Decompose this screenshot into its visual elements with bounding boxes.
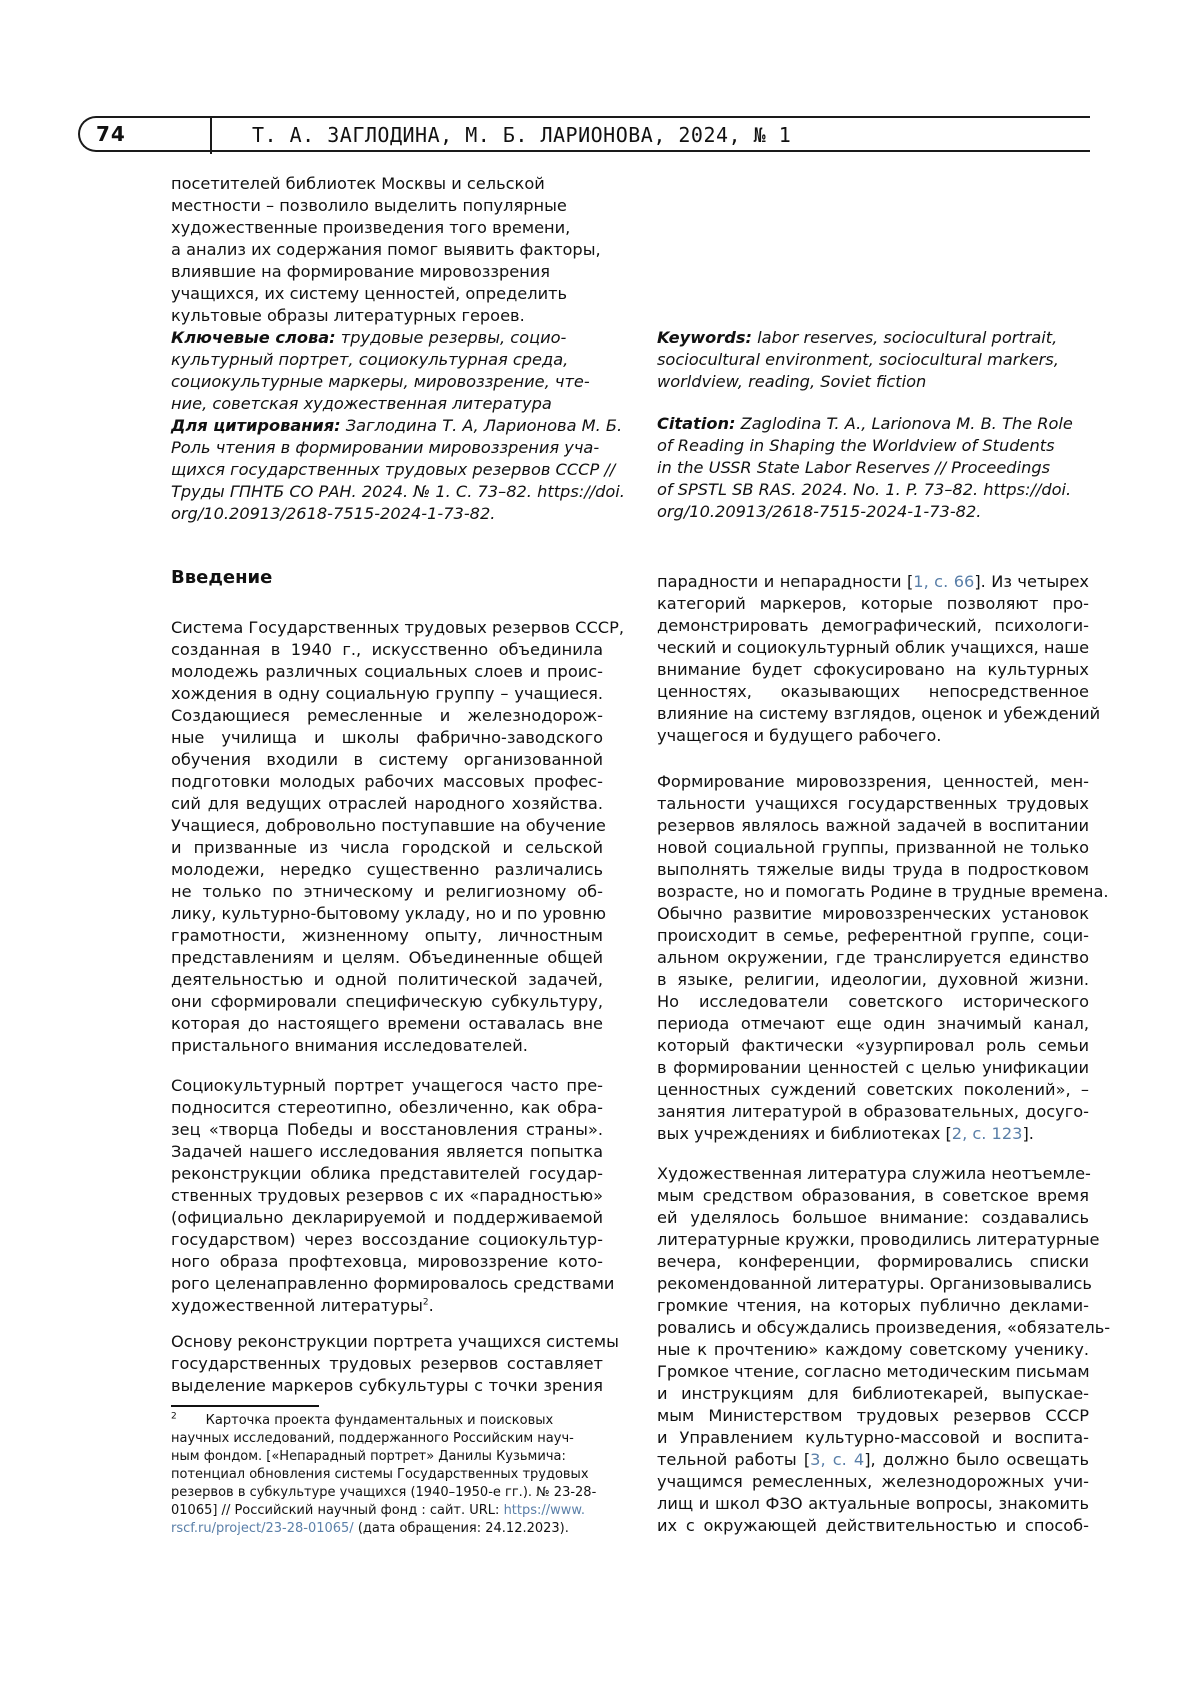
abstract-text: посетителей библиотек Москвы и сельской местности – позволило выделить популярные художественные произведения того времени, а анализ их содержания помог выявить факторы, влиявшие на формирование мировоззрения учащихся, их систему ценностей, определить культовые образы литературных героев.	[171, 174, 601, 325]
footnote-mark[interactable]: 2	[422, 1297, 429, 1308]
running-header	[78, 116, 1090, 152]
running-title: Т. А. ЗАГЛОДИНА, М. Б. ЛАРИОНОВА, 2024, № 1	[252, 123, 792, 147]
intro-paragraph-1: Система Государственных трудовых резервов СССР, созданная в 1940 г., искусственно объединила молодежь различных социальных слоев и проис- хождения в одну социальную группу – учащиеся. Создающиеся ремесленные и железнодорож- ные училища и школы фабрично-заводского обучения входили в систему организованной подготовки молодых рабочих массовых профес- сий для ведущих отраслей народного хозяйства. Учащиеся, добровольно поступавшие на обучение и призванные из числа городской и сельской молодежи, нередко существенно различались не только по этническому и религиозному об- лику, культурно-бытовому укладу, но и по уровню грамотности, жизненному опыту, личностным представлениям и целям. Объединенные общей деятельностью и одной политической задачей, они сформировали специфическую субкультуру, которая до настоящего времени оставалась вне пристального внимания исследователей.	[171, 618, 624, 1055]
footnote-rule	[171, 1405, 319, 1407]
intro-paragraph-3: Основу реконструкции портрета учащихся системы государственных трудовых резервов составляет выделение маркеров субкультуры с точки зрения	[171, 1332, 619, 1395]
citation-ru: Для цитирования: Заглодина Т. А, Ларионова М. Б. Роль чтения в формировании мировоззрения уча- щихся государственных трудовых резервов СССР // Труды ГПНТБ СО РАН. 2024. № 1. С. 73–82. https://doi. org/10.20913/2618-7515-2024-1-73-82.	[171, 416, 625, 523]
header-divider	[210, 116, 212, 154]
page-number: 74	[96, 122, 126, 146]
keywords-en-label: Keywords:	[657, 328, 752, 347]
keywords-ru-label: Ключевые слова:	[171, 328, 336, 347]
keywords-ru: Ключевые слова: трудовые резервы, социо- культурный портрет, социокультурная среда, социокультурные маркеры, мировоззрение, чте- ние, советская художественная литература	[171, 328, 590, 413]
reference-link-2[interactable]: 2, с. 123	[951, 1124, 1023, 1143]
reference-link-3[interactable]: 3, с. 4	[810, 1450, 865, 1469]
section-heading: Введение	[171, 567, 273, 588]
citation-en: Citation: Zaglodina T. A., Larionova M. B. The Role of Reading in Shaping the Worldview of Students in the USSR State Labor Reserves // Proceedings of SPSTL SB RAS. 2024. No. 1. P. 73–82. https://doi. org/10.20913/2618-7515-2024-1-73-82.	[657, 414, 1073, 521]
citation-ru-label: Для цитирования:	[171, 416, 341, 435]
footnote: $^2$ Карточка проекта фундаментальных и поисковых научных исследований, поддержанного Российским науч- ным фондом. [«Непарадный портрет» Данилы Кузьмича: потенциал обновления системы Государственных трудовых резервов в субкультуре учащихся (1940–1950-е гг.). № 23-28- 01065] // Российский научный фонд : сайт. URL: https://www. rscf.ru/project/23-28-01065/ (дата обращения: 24.12.2023).	[171, 1411, 597, 1536]
right-paragraph-3: Художественная литература служила неотъемле- мым средством образования, в советское время ей уделялось большое внимание: создавались литературные кружки, проводились литературные вечера, конференции, формировались списки рекомендованной литературы. Организовывались громкие чтения, на которых публично деклами- ровались и обсуждались произведения, «обязатель- ные к прочтению» каждому советскому ученику. Громкое чтение, согласно методическим письмам и инструкциям для библиотекарей, выпускае- мым Министерством трудовых резервов СССР и Управлением культурно-массовой и воспита- тельной работы [3, с. 4], должно было освещать учащимся ремесленных, железнодорожных учи- лищ и школ ФЗО актуальные вопросы, знакомить их с окружающей действительностью и способ-	[657, 1164, 1111, 1535]
right-paragraph-1: парадности и непарадности [1, с. 66]. Из четырех категорий маркеров, которые позволяют про- демонстрировать демографический, психологи- ческий и социокультурный облик учащихся, наше внимание будет сфокусировано на культурных ценностях, оказывающих непосредственное влияние на систему взглядов, оценок и убеждений учащегося и будущего рабочего.	[657, 572, 1101, 745]
keywords-en: Keywords: labor reserves, sociocultural portrait, sociocultural environment, sociocultural markers, worldview, reading, Soviet fiction	[657, 328, 1059, 391]
right-paragraph-2: Формирование мировоззрения, ценностей, мен- тальности учащихся государственных трудовых резервов являлось важной задачей в воспитании новой социальной группы, призванной не только выполнять тяжелые виды труда в подростковом возрасте, но и помогать Родине в трудные времена. Обычно развитие мировоззренческих установок происходит в семье, референтной группе, соци- альном окружении, где транслируется единство в языке, религии, идеологии, духовной жизни. Но исследователи советского исторического периода отмечают еще один значимый канал, который фактически «узурпировал роль семьи в формировании ценностей с целью унификации ценностных суждений советских поколений», – занятия литературой в образовательных, досуго- вых учреждениях и библиотеках [2, с. 123].	[657, 772, 1109, 1143]
citation-en-label: Citation:	[657, 414, 736, 433]
footnote-number: 2	[171, 1411, 177, 1422]
intro-paragraph-2: Социокультурный портрет учащегося часто пре- подносится стереотипно, обезличенно, как обра- зец «творца Победы и восстановления страны». Задачей нашего исследования является попытка реконструкции облика представителей государ- ственных трудовых резервов с их «парадностью» (официально декларируемой и поддерживаемой государством) через воссоздание социокультур- ного образа профтеховца, мировоззрение кото- рого целенаправленно формировалось средствами художественной литературы$^2$.	[171, 1076, 615, 1315]
reference-link-1[interactable]: 1, с. 66	[913, 572, 975, 591]
footnote-url-link[interactable]: https://www.	[503, 1503, 585, 1518]
footnote-url-link-cont[interactable]: rscf.ru/project/23-28-01065/	[171, 1521, 354, 1536]
